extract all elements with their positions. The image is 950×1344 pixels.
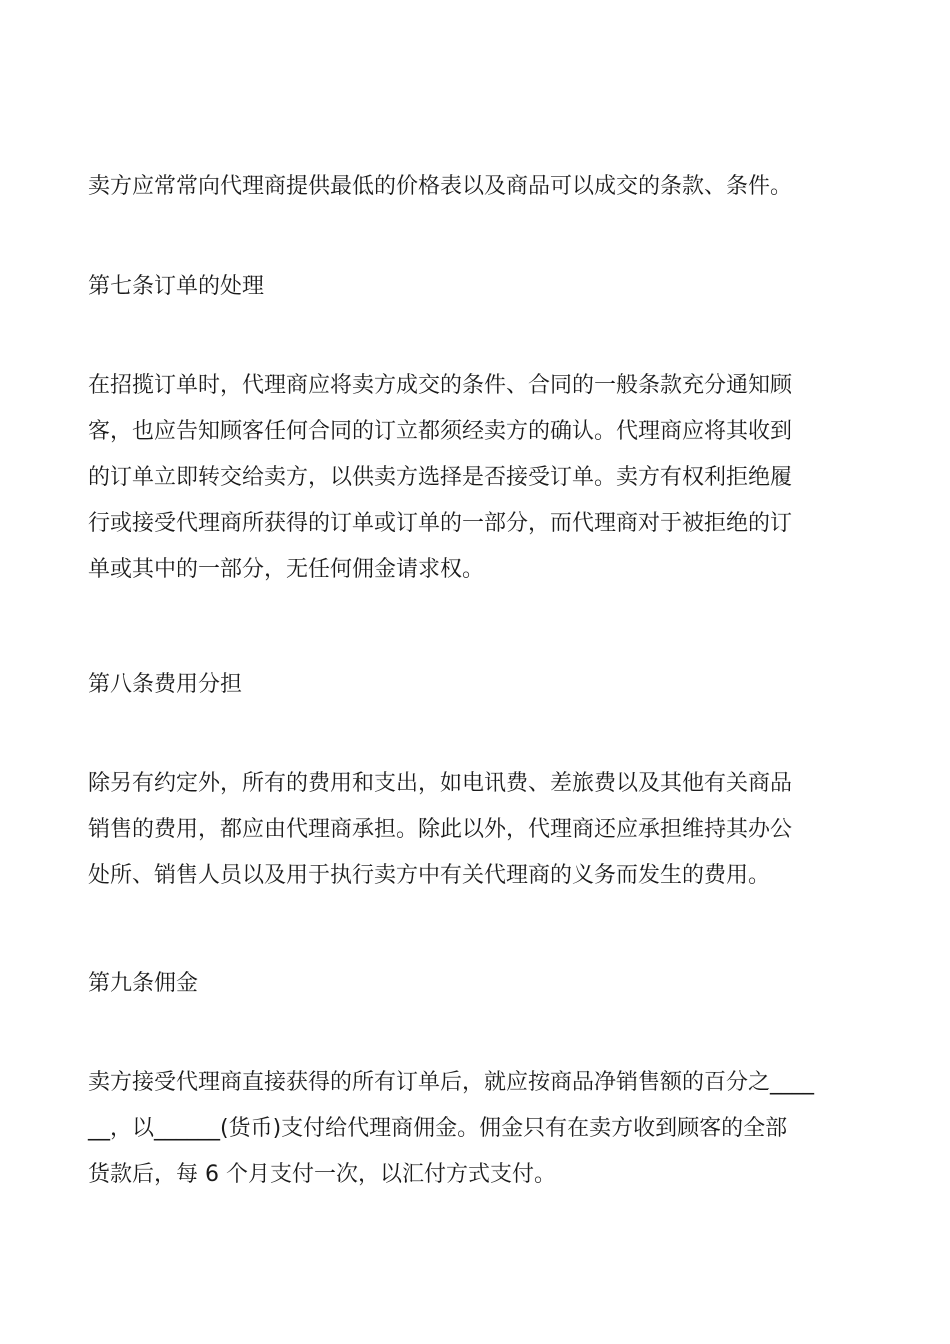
paragraph-line: 处所、销售人员以及用于执行卖方中有关代理商的义务而发生的费用。 — [88, 863, 771, 888]
article-7-heading: 第七条订单的处理 — [88, 274, 265, 299]
article-7-paragraph — [88, 369, 868, 587]
paragraph-line: 卖方应常常向代理商提供最低的价格表以及商品可以成交的条款、条件。 — [88, 174, 793, 199]
paragraph-line: 在招揽订单时，代理商应将卖方成交的条件、合同的一般条款充分通知顾 — [88, 373, 793, 398]
intro-paragraph — [88, 170, 868, 204]
paragraph-line: 货款后，每 6 个月支付一次，以汇付方式支付。 — [88, 1162, 556, 1187]
paragraph-line: 单或其中的一部分，无任何佣金请求权。 — [88, 557, 485, 582]
article-9-heading: 第九条佣金 — [88, 971, 199, 996]
article-9-paragraph — [88, 1066, 868, 1192]
paragraph-line: 除另有约定外，所有的费用和支出，如电讯费、差旅费以及其他有关商品 — [88, 771, 793, 796]
article-8-heading: 第八条费用分担 — [88, 672, 243, 697]
paragraph-line: 卖方接受代理商直接获得的所有订单后，就应按商品净销售额的百分之____ — [88, 1070, 815, 1095]
paragraph-line: 行或接受代理商所获得的订单或订单的一部分，而代理商对于被拒绝的订 — [88, 511, 793, 536]
paragraph-line: 销售的费用，都应由代理商承担。除此以外，代理商还应承担维持其办公 — [88, 817, 793, 842]
paragraph-line: 客，也应告知顾客任何合同的订立都须经卖方的确认。代理商应将其收到 — [88, 419, 793, 444]
paragraph-line: 的订单立即转交给卖方，以供卖方选择是否接受订单。卖方有权利拒绝履 — [88, 465, 793, 490]
paragraph-line: __，以______(货币)支付给代理商佣金。佣金只有在卖方收到顾客的全部 — [88, 1116, 788, 1141]
article-8-paragraph — [88, 767, 868, 893]
